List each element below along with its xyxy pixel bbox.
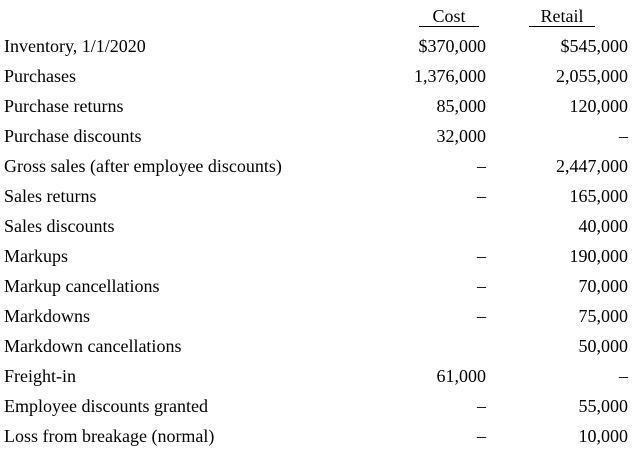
- cost-value: –: [477, 396, 486, 416]
- retail-value: 120,000: [569, 96, 628, 116]
- table-row: [0, 241, 637, 271]
- row-label: Markdown cancellations: [4, 336, 182, 356]
- table-row: [0, 31, 637, 61]
- cost-value: 1,376,000: [414, 66, 486, 86]
- retail-value: 75,000: [578, 306, 628, 326]
- cost-value: –: [477, 426, 486, 446]
- cost-value: 85,000: [436, 96, 486, 116]
- cost-value: 32,000: [436, 126, 486, 146]
- table-row: [0, 151, 637, 181]
- retail-value: 165,000: [569, 186, 628, 206]
- row-label: Purchase returns: [4, 96, 124, 116]
- row-label: Employee discounts granted: [4, 396, 208, 416]
- row-label: Sales discounts: [4, 216, 115, 236]
- retail-value: –: [619, 126, 628, 146]
- table-row: [0, 61, 637, 91]
- row-label: Sales returns: [4, 186, 97, 206]
- row-label: Freight-in: [4, 366, 76, 386]
- table-row: [0, 181, 637, 211]
- row-label: Inventory, 1/1/2020: [4, 36, 146, 56]
- cost-value: –: [477, 246, 486, 266]
- retail-value: 190,000: [569, 246, 628, 266]
- table-row: [0, 421, 637, 451]
- retail-value: 70,000: [578, 276, 628, 296]
- cost-value: –: [477, 306, 486, 326]
- table-row: [0, 121, 637, 151]
- table-row: [0, 361, 637, 391]
- row-label: Loss from breakage (normal): [4, 426, 215, 446]
- cost-value: –: [477, 156, 486, 176]
- table-row: [0, 301, 637, 331]
- row-label: Markups: [4, 246, 68, 266]
- retail-value: 50,000: [578, 336, 628, 356]
- table-row: [0, 211, 637, 241]
- retail-value: 2,447,000: [556, 156, 628, 176]
- retail-value: 55,000: [578, 396, 628, 416]
- row-label: Gross sales (after employee discounts): [4, 156, 282, 176]
- table-row: [0, 331, 637, 361]
- row-label: Markdowns: [4, 306, 90, 326]
- retail-value: –: [619, 366, 628, 386]
- retail-value: 40,000: [578, 216, 628, 236]
- row-label: Markup cancellations: [4, 276, 160, 296]
- retail-header-label: Retail: [529, 6, 595, 27]
- cost-value: $370,000: [418, 36, 486, 56]
- retail-column-header: [524, 5, 600, 27]
- table-row: [0, 391, 637, 421]
- table-row: [0, 91, 637, 121]
- cost-value: –: [477, 186, 486, 206]
- cost-value: 61,000: [436, 366, 486, 386]
- retail-value: 2,055,000: [556, 66, 628, 86]
- table-row: [0, 271, 637, 301]
- retail-value: $545,000: [560, 36, 628, 56]
- table-body: [0, 31, 637, 451]
- cost-column-header: [412, 5, 486, 27]
- cost-value: –: [477, 276, 486, 296]
- retail-value: 10,000: [578, 426, 628, 446]
- row-label: Purchases: [4, 66, 76, 86]
- cost-header-label: Cost: [419, 6, 479, 27]
- row-label: Purchase discounts: [4, 126, 142, 146]
